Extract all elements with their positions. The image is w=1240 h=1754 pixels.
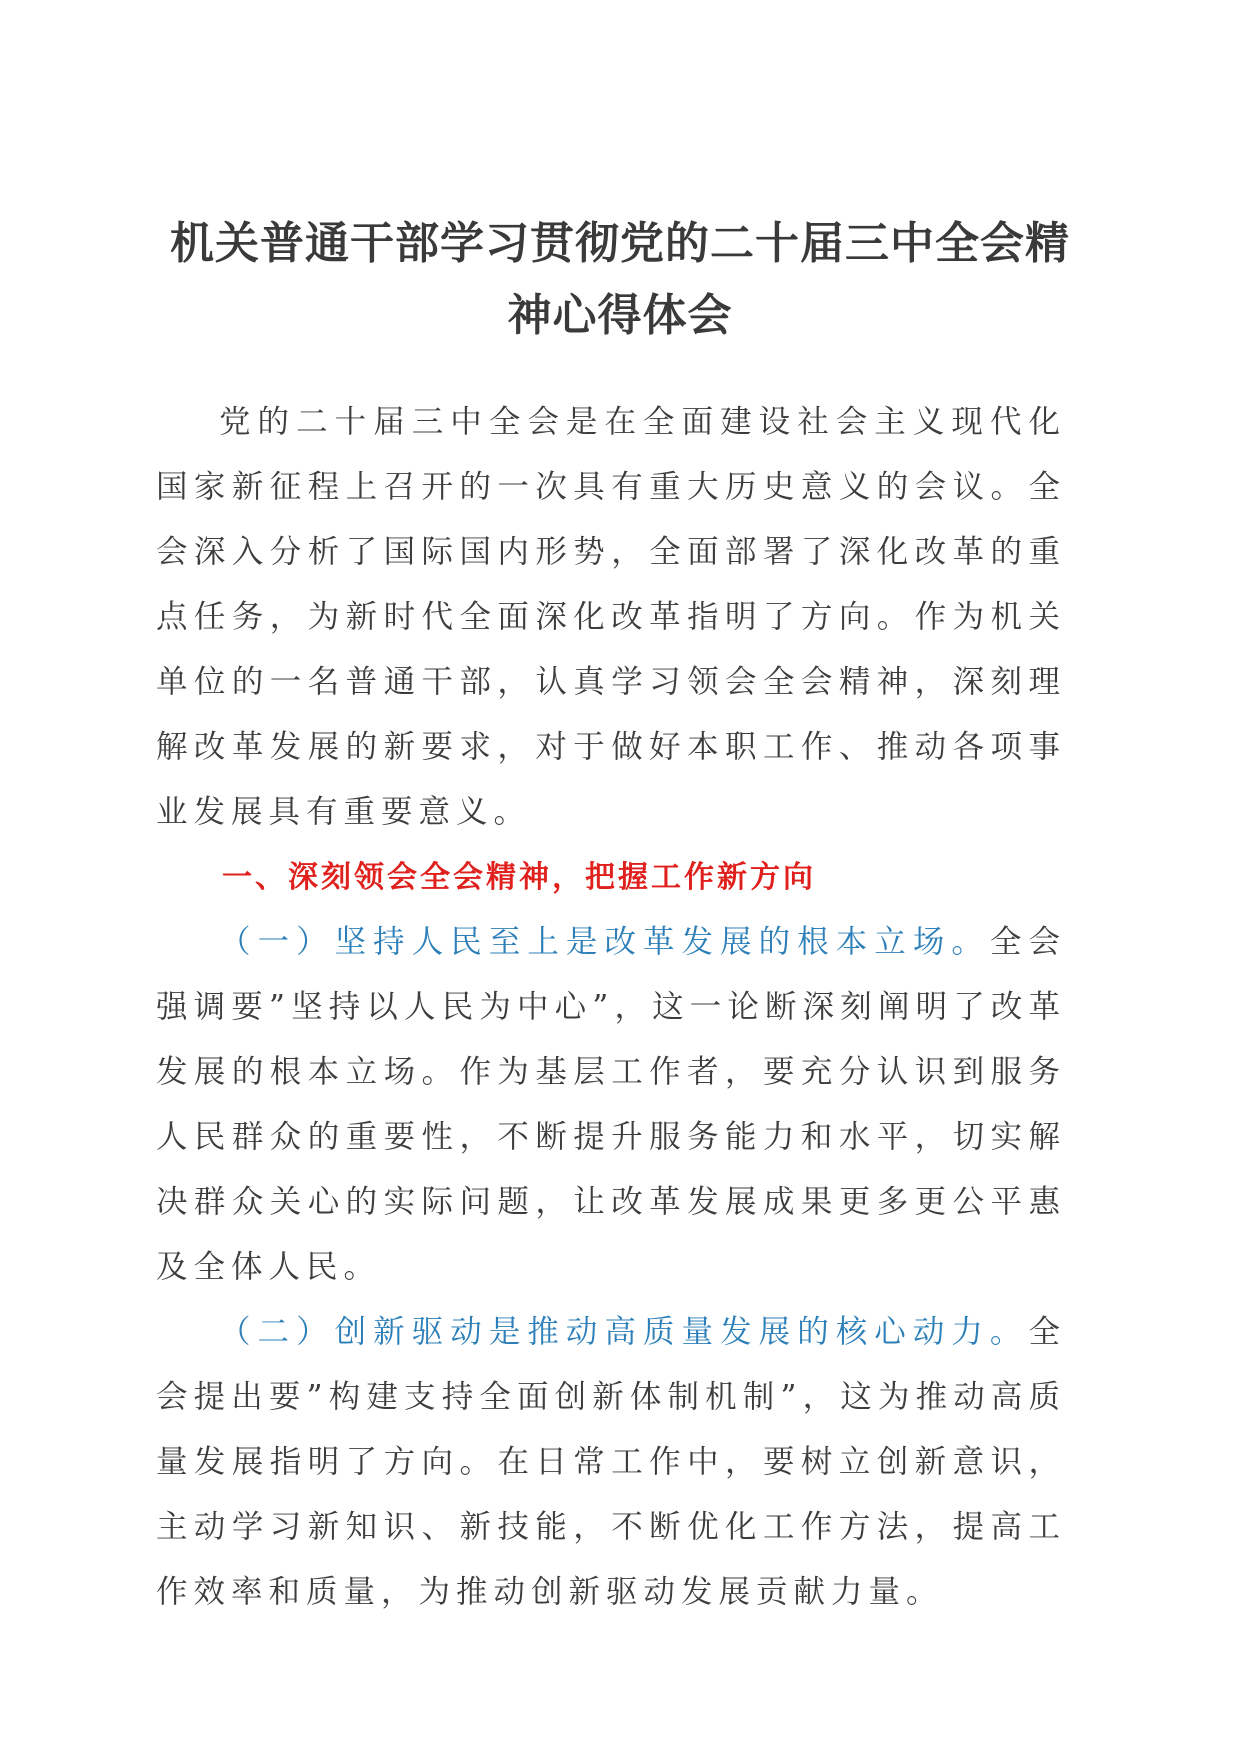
intro-paragraph: 党的二十届三中全会是在全面建设社会主义现代化国家新征程上召开的一次具有重大历史意义的会议。全会深入分析了国际国内形势，全面部署了深化改革的重点任务，为新时代全面深化改革指明了方向。作为机关单位的一名普通干部，认真学习领会全会精神，深刻理解改革发展的新要求，对于做好本职工作、推动各项事业发展具有重要意义。 [156, 404, 1066, 830]
document-title [130, 208, 1110, 352]
point-2-paragraph [156, 1300, 1066, 1625]
point-1-paragraph [156, 910, 1066, 1300]
title-line-2: 神心得体会 [507, 290, 733, 341]
point-2-heading: （二）创新驱动是推动高质量发展的核心动力。 [219, 1314, 1029, 1350]
point-1-heading: （一）坚持人民至上是改革发展的根本立场。 [219, 924, 990, 960]
title-line-1: 机关普通干部学习贯彻党的二十届三中全会精 [170, 218, 1070, 269]
section-1-heading: 一、深刻领会全会精神，把握工作新方向 [222, 860, 816, 895]
point-1-body: 全会强调要”坚持以人民为中心”，这一论断深刻阐明了改革发展的根本立场。作为基层工作者，要充分认识到服务人民群众的重要性，不断提升服务能力和水平，切实解决群众关心的实际问题，让改革发展成果更多更公平惠及全体人民。 [156, 924, 1066, 1285]
point-2-body: 全会提出要”构建支持全面创新体制机制”，这为推动高质量发展指明了方向。在日常工作中，要树立创新意识，主动学习新知识、新技能，不断优化工作方法，提高工作效率和质量，为推动创新驱动发展贡献力量。 [156, 1314, 1066, 1610]
document-body [156, 390, 1066, 1625]
